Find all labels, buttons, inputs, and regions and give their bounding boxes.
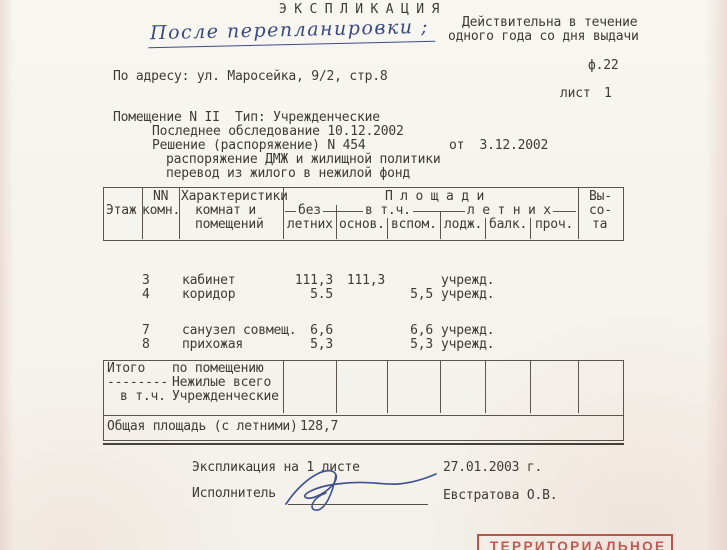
document-title: Э К С П Л И К А Ц И Я: [279, 2, 440, 17]
col-header-proch: проч.: [535, 217, 574, 232]
col-header-room-no: комн.: [142, 203, 181, 218]
date: 27.01.2003 г.: [443, 460, 543, 475]
premise-line-4: распоряжение ДМЖ и жилищной политики: [166, 152, 441, 167]
totals-vtch-label: в т.ч.: [120, 389, 166, 404]
form-code: ф.22: [588, 58, 619, 73]
table-line: [485, 361, 486, 413]
cell-usage: учрежд.: [441, 337, 495, 352]
total-area-value: 128,7: [300, 419, 339, 434]
col-header-lodzh: лодж.: [444, 217, 483, 232]
handwritten-note: После перепланировки ;: [148, 15, 436, 49]
col-header-room-no: NN: [153, 189, 169, 204]
validity-line-2: одного года со дня выдачи: [448, 29, 639, 44]
cell-room-name: прихожая: [182, 337, 244, 352]
cell-bez-letnih: 6,6: [310, 323, 333, 338]
table-line: [336, 361, 337, 413]
col-header-characteristics: помещений: [195, 217, 264, 232]
sheet-number: 1: [604, 86, 612, 101]
cell-usage: учрежд.: [441, 273, 495, 288]
col-header-areas: П л о щ а д и: [385, 189, 485, 204]
premise-line-3: Решение (распоряжение) N 454: [152, 138, 366, 153]
table-bottom-line: [103, 443, 624, 445]
table-line: [283, 361, 284, 413]
col-header-height: со-: [589, 203, 612, 218]
cell-vspom: 5,5: [410, 287, 433, 302]
cell-usage: учрежд.: [441, 323, 495, 338]
address-line: По адресу: ул. Маросейка, 9/2, стр.8: [113, 69, 388, 84]
col-header-balk: балк.: [489, 217, 528, 232]
total-area-label: Общая площадь (с летними): [107, 419, 298, 434]
table-line: [530, 361, 531, 413]
cell-bez-letnih: 5,3: [310, 337, 333, 352]
cell-room-no: 4: [142, 287, 150, 302]
col-header-characteristics: комнат и: [195, 203, 257, 218]
col-header-height: та: [592, 217, 608, 232]
cell-vspom: 6,6: [410, 323, 433, 338]
sheet-label: лист: [560, 86, 591, 101]
totals-institutional: Учрежденческие: [172, 389, 279, 404]
executor-label: Исполнитель: [192, 486, 276, 501]
table-line: [578, 188, 579, 239]
col-header-vspom: вспом.: [391, 217, 437, 232]
cell-room-no: 8: [142, 337, 150, 352]
col-header-bez-letnih: летних: [287, 217, 333, 232]
col-header-floor: Этаж: [106, 203, 137, 218]
stamp-text: ТЕРРИТОРИАЛЬНОЕ: [490, 539, 667, 550]
table-line: [387, 361, 388, 413]
cell-room-name: кабинет: [182, 273, 236, 288]
table-line: [578, 361, 579, 413]
col-header-osnov: основ.: [339, 217, 385, 232]
col-header-characteristics: Характеристики: [181, 189, 288, 204]
premise-line-2: Последнее обследование 10.12.2002: [152, 124, 404, 139]
totals-itogo-value: по помещению: [172, 361, 264, 376]
premise-line-3-date: от 3.12.2002: [449, 138, 549, 153]
totals-itogo-label: Итого: [107, 361, 146, 376]
premise-line-1: Помещение N II Тип: Учрежденческие: [113, 110, 380, 125]
cell-vspom: 5,3: [410, 337, 433, 352]
premise-line-5: перевод из жилого в нежилой фонд: [166, 166, 411, 181]
cell-room-no: 7: [142, 323, 150, 338]
cell-bez-letnih: 5.5: [310, 287, 333, 302]
cell-osnov: 111,3: [346, 273, 385, 288]
territorial-stamp: [477, 534, 673, 550]
group-header-bez: без: [298, 203, 321, 218]
validity-line-1: Действительна в течение: [462, 15, 638, 30]
cell-bez-letnih: 111,3: [294, 273, 333, 288]
totals-nonresidential: Нежилые всего: [172, 375, 272, 390]
cell-room-no: 3: [142, 273, 150, 288]
col-header-height: Вы-: [589, 189, 612, 204]
cell-usage: учрежд.: [441, 287, 495, 302]
table-line: [440, 212, 441, 239]
sheets-note: Экспликация на 1 листе: [192, 460, 360, 475]
cell-room-name: санузел совмещ.: [182, 323, 297, 338]
group-header-vtch: в т.ч.: [365, 203, 411, 218]
group-header-letnih: л е т н и х: [467, 203, 551, 218]
totals-dashes: --------: [107, 375, 169, 390]
cell-room-name: коридор: [182, 287, 236, 302]
table-line: [440, 361, 441, 413]
signature-scribble: [278, 462, 448, 514]
executor-name: Евстратова О.В.: [443, 488, 558, 503]
